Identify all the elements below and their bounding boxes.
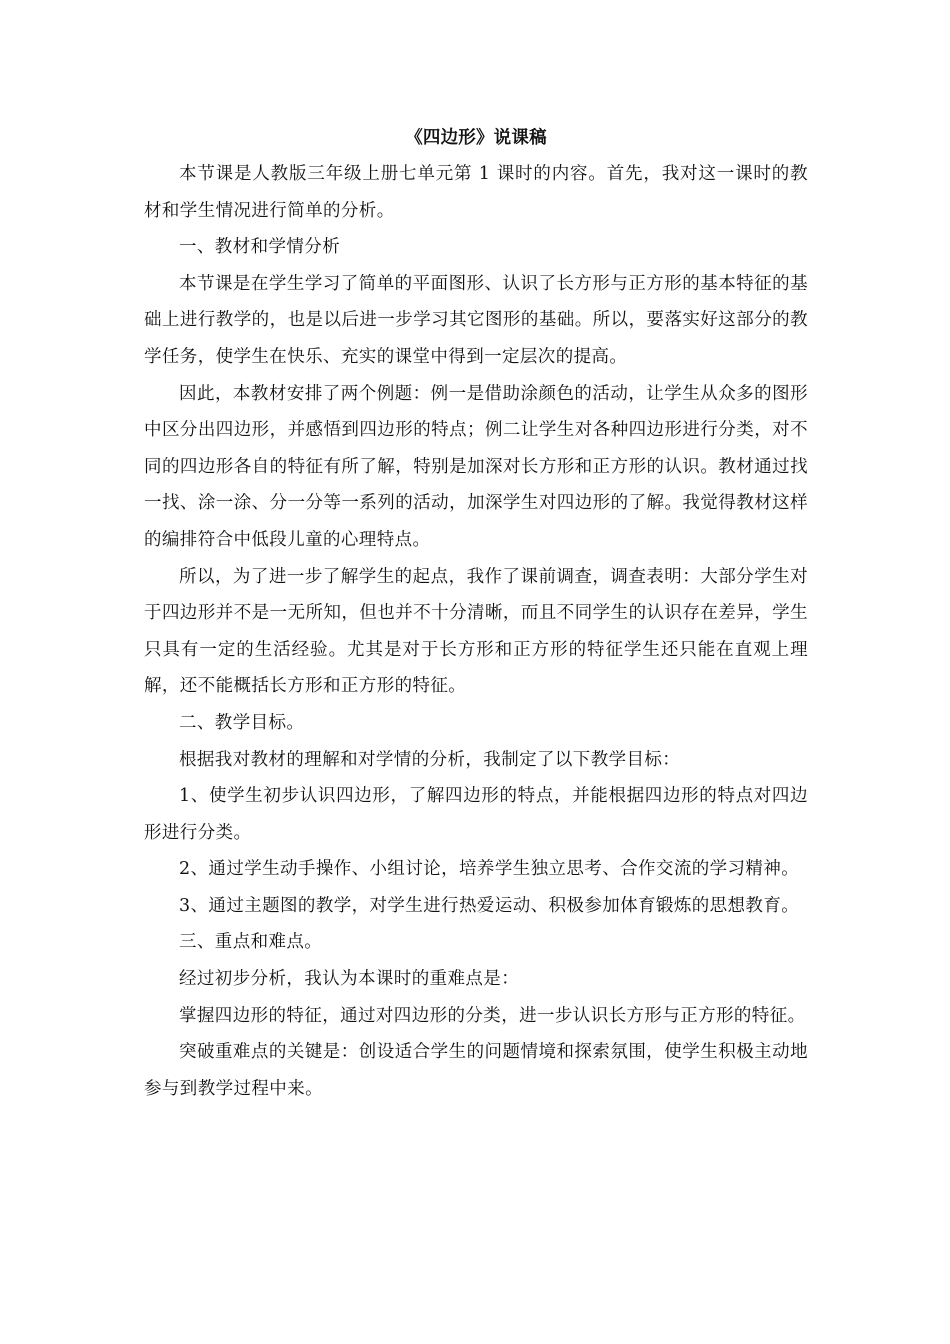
analysis-paragraph-3: 所以，为了进一步了解学生的起点，我作了课前调查，调查表明：大部分学生对于四边形并不是一无所知，但也并不十分清晰，而且不同学生的认识存在差异，学生只具有一定的生活经验。尤其是对于长方形和正方形的特征学生还只能在直观上理解，还不能概括长方形和正方形的特征。 [144,566,808,697]
key-points-paragraph: 掌握四边形的特征，通过对四边形的分类，进一步认识长方形与正方形的特征。 [179,1005,806,1026]
key-breakthrough-paragraph: 突破重难点的关键是：创设适合学生的问题情境和探索氛围，使学生积极主动地参与到教学过程中来。 [144,1042,808,1099]
section-heading-goals: 二、教学目标。 [179,712,305,733]
section-heading-key-points: 三、重点和难点。 [179,932,323,953]
goal-item-3: 3、通过主题图的教学，对学生进行热爱运动、积极参加体育锻炼的思想教育。 [179,895,800,916]
document-body [144,120,808,1107]
document-title: 《四边形》说课稿 [405,128,547,148]
key-points-intro: 经过初步分析，我认为本课时的重难点是： [179,969,520,990]
intro-paragraph: 本节课是人教版三年级上册七单元第 1 课时的内容。首先，我对这一课时的教材和学生情况进行简单的分析。 [144,164,808,221]
goal-item-2: 2、通过学生动手操作、小组讨论，培养学生独立思考、合作交流的学习精神。 [179,859,800,880]
analysis-paragraph-1: 本节课是在学生学习了简单的平面图形、认识了长方形与正方形的基本特征的基础上进行教学的，也是以后进一步学习其它图形的基础。所以，要落实好这部分的教学任务，使学生在快乐、充实的课堂中得到一定层次的提高。 [144,273,808,367]
goal-item-1: 1、使学生初步认识四边形，了解四边形的特点，并能根据四边形的特点对四边形进行分类。 [144,786,808,843]
section-heading-analysis: 一、教材和学情分析 [179,237,341,258]
analysis-paragraph-2: 因此，本教材安排了两个例题：例一是借助涂颜色的活动，让学生从众多的图形中区分出四边形，并感悟到四边形的特点；例二让学生对各种四边形进行分类，对不同的四边形各自的特征有所了解，特别是加深对长方形和正方形的认识。教材通过找一找、涂一涂、分一分等一系列的活动，加深学生对四边形的了解。我觉得教材这样的编排符合中低段儿童的心理特点。 [144,383,808,550]
goals-intro-paragraph: 根据我对教材的理解和对学情的分析，我制定了以下教学目标： [179,749,681,770]
